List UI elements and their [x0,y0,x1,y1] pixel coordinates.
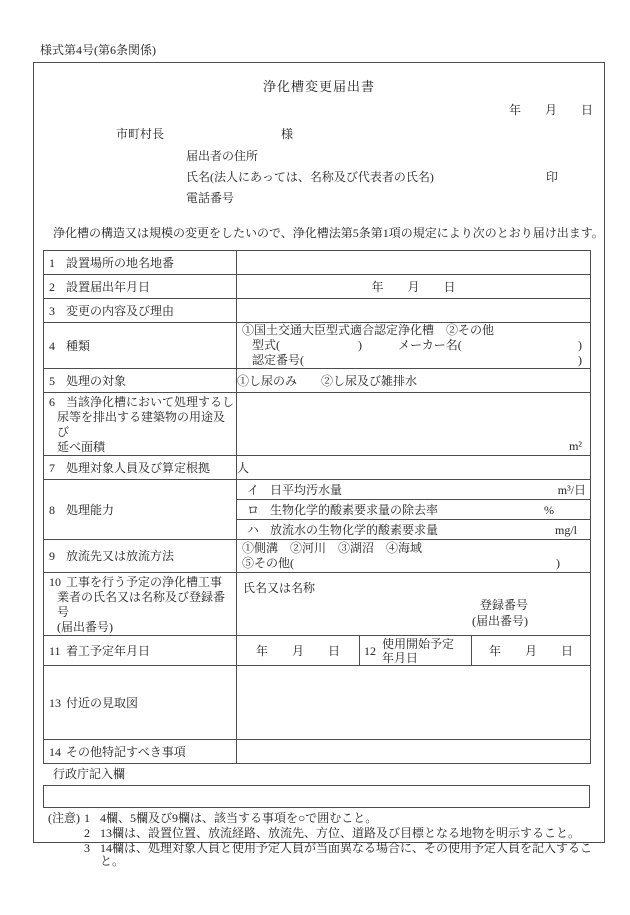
row-6-number: 6 [49,395,55,410]
row-2-value-cell[interactable] [237,275,591,299]
row-6-value-cell[interactable] [237,393,591,456]
applicant-name-label: 氏名(法人にあっては、名称及び代表者の氏名) [186,169,434,184]
row-9-number: 9 [49,549,55,564]
row-5-value-cell[interactable] [237,369,591,393]
notification-number-label: (届出番号) [472,613,529,628]
row-14-number: 14 [49,744,61,759]
row-11-value-cell[interactable] [237,636,360,666]
row-7-label: 処理対象人員及び算定根拠 [66,460,211,475]
model-label: 型式( [252,338,280,353]
row-12-label-line1: 使用開始予定 [382,636,455,651]
row-12-date-placeholder: 年 月 日 [489,643,574,658]
row-10-number: 10 [49,575,61,590]
row-1-label: 設置場所の地名地番 [66,255,175,270]
row-6-label-cell [44,393,237,456]
seal-mark: 印 [545,169,558,184]
note-3-number: 3 [84,841,90,856]
mayor-label: 市町村長 [116,126,165,141]
row-5-choices: ①し尿のみ ②し尿及び雑排水 [237,373,418,388]
registration-number-block [237,597,590,629]
maker-close-paren: ) [578,338,583,353]
row-4-number: 4 [49,338,55,353]
registration-number-label: 登録番号 [480,597,529,612]
sub-c-unit: mg/l [555,522,578,537]
area-unit-label: m² [569,438,583,453]
model-close-paren: ) [358,338,362,353]
applicant-block [186,146,604,209]
row-8-number: 8 [49,502,55,517]
row-11-label: 着工予定年月日 [66,643,151,658]
row-10-label-line2: 業者の氏名又は名称及び登録番号 [57,590,226,620]
applicant-address-label[interactable]: 届出者の住所 [186,148,259,163]
contractor-name-label: 氏名又は名称 [243,580,316,595]
row-12-label-cell [360,636,472,666]
row-7-value-cell[interactable] [237,456,591,480]
phone-label[interactable]: 電話番号 [186,190,235,205]
note-item [84,812,602,825]
submission-date-line[interactable]: 年 月 日 [508,102,593,117]
row-9-label-cell [44,540,237,573]
row-1-label-cell [44,251,237,275]
row-10-label-cell [44,573,237,636]
sub-c-text: 放流水の生物化学的酸素要求量 [270,522,439,537]
form-border-box [33,62,605,869]
persons-unit-label: 人 [237,460,250,475]
notes-heading: (注意) [48,811,80,826]
row-6-label-line1: 当該浄化槽において処理するし [66,395,235,410]
declaration-text: 浄化槽の構造又は規模の変更をしたいので、浄化槽法第5条第1項の規定により次のとおり届け出ます。 [53,225,604,240]
row-5-label-cell [44,369,237,393]
notes-list [84,812,602,870]
row-4-cert-line [237,353,590,368]
sub-a-kana: イ [247,482,260,497]
row-12-label-line2: 年月日 [382,650,419,665]
admin-entry-label: 行政庁記入欄 [53,767,126,782]
row-4-model-line [237,338,590,353]
sub-b-text: 生物化学的酸素要求量の除去率 [270,502,439,517]
row-11-label-cell [44,636,237,666]
notification-table [43,250,591,764]
row-14-label: その他特記すべき事項 [66,744,186,759]
addressee-row [116,126,604,142]
row-9-other-line [237,556,590,571]
note-2-text: 13欄は、設置位置、放流経路、放流先、方位、道路及び目標となる地物を明示すること。 [100,826,581,841]
effluent-bod-row [237,522,590,538]
row-4-label-cell [44,323,237,369]
row-1-number: 1 [49,255,55,270]
row-12-label [382,637,454,665]
row-3-label: 変更の内容及び理由 [66,303,175,318]
row-7-label-cell [44,456,237,480]
row-6-label-line3: 延べ面積 [57,440,106,455]
other-close-paren: ) [556,556,561,571]
row-10-label-line3: (届出番号) [57,620,113,635]
row-4-choices: ①国土交通大臣型式適合認定浄化槽 ②その他 [242,323,495,338]
row-12-number: 12 [364,643,376,658]
row-8-label-cell [44,480,237,540]
cert-number-label: 認定番号( [252,353,304,368]
sub-a-text: 日平均汚水量 [270,482,343,497]
row-8-label: 処理能力 [66,502,115,517]
row-9-choices: ①側溝 ②河川 ③湖沼 ④海域 [242,541,423,556]
sub-b-unit: % [544,502,555,517]
note-item [84,827,602,840]
sub-a-unit: m³/日 [557,482,587,497]
row-12-value-cell[interactable] [472,636,591,666]
row-1-value-cell[interactable] [237,251,591,275]
row-8-sub-row-b-cell[interactable] [237,500,591,520]
row-13-number: 13 [49,695,61,710]
sub-c-kana: ハ [247,522,260,537]
row-13-label-cell [44,666,237,740]
note-1-text: 4欄、5欄及び9欄は、該当する事項を○で囲むこと。 [100,811,378,826]
row-6-label-line2: 尿等を排出する建築物の用途及び [57,410,226,440]
row-3-value-cell[interactable] [237,299,591,323]
notes-section [48,812,604,870]
daily-sewage-row [237,482,590,498]
row-9-value-cell[interactable] [237,540,591,573]
note-item [84,842,602,868]
row-2-number: 2 [49,279,55,294]
row-13-label: 付近の見取図 [66,695,139,710]
form-code-label: 様式第4号(第6条関係) [40,43,156,57]
row-9-label: 放流先又は放流方法 [66,549,175,564]
note-3-text: 14欄は、処理対象人員と使用予定人員が当面異なる場合に、その使用予定人員を記入すること。 [100,841,593,869]
row-2-label-cell [44,275,237,299]
row-11-date-placeholder: 年 月 日 [255,643,340,658]
honorific-label: 様 [281,126,294,141]
row-5-label: 処理の対象 [66,373,127,388]
row-14-value-cell[interactable] [237,740,591,764]
note-2-number: 2 [84,826,90,841]
row-11-number: 11 [49,643,61,658]
row-14-label-cell [44,740,237,764]
row-10-value-cell[interactable] [237,573,591,636]
applicant-name-line[interactable] [186,167,604,188]
note-1-number: 1 [84,811,90,826]
bod-removal-row [237,502,590,518]
row-7-number: 7 [49,460,55,475]
cert-close-paren: ) [578,353,583,368]
maker-label: メーカー名( [398,338,462,353]
row-3-number: 3 [49,303,55,318]
other-label: ⑤その他( [242,556,294,571]
row-2-label: 設置届出年月日 [66,279,151,294]
row-13-value-cell[interactable] [237,666,591,740]
row-8-sub-row-c-cell[interactable] [237,520,591,540]
row-8-sub-row-a-cell[interactable] [237,480,591,500]
row-5-number: 5 [49,373,55,388]
row-2-date-placeholder: 年 月 日 [371,279,456,294]
row-3-label-cell [44,299,237,323]
sub-b-kana: ロ [247,502,260,517]
admin-entry-box[interactable] [43,785,590,808]
row-10-label-line1: 工事を行う予定の浄化槽工事 [66,575,223,590]
form-title: 浄化槽変更届出書 [262,79,375,94]
row-4-label: 種類 [66,338,91,353]
row-4-value-cell[interactable] [237,323,591,369]
